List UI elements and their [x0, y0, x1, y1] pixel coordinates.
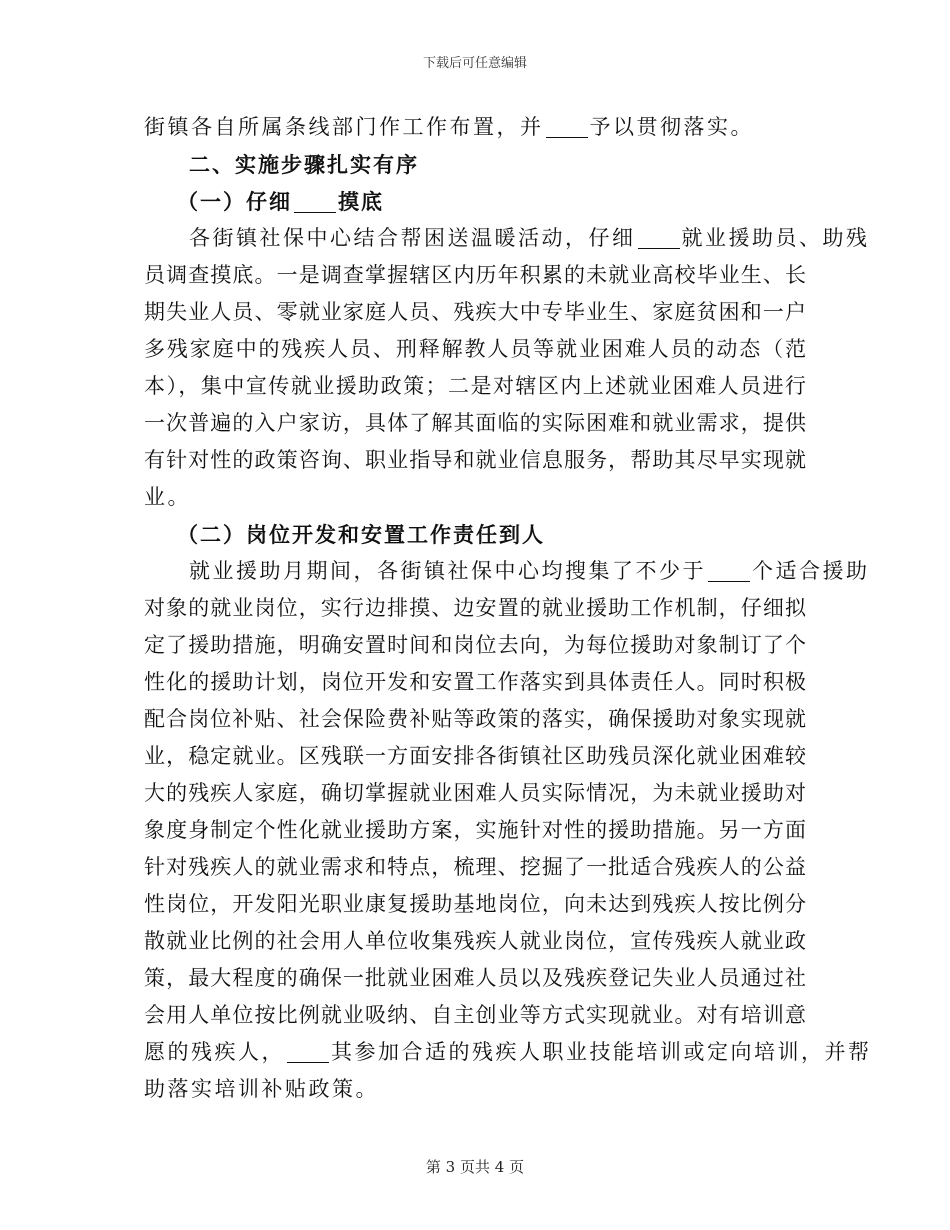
fill-blank: [546, 115, 588, 138]
paragraph-1-line: 有针对性的政策咨询、职业指导和就业信息服务，帮助其尽早实现就: [144, 448, 806, 472]
fill-blank: [638, 226, 680, 249]
paragraph-1-line: 员调查摸底。一是调查掌握辖区内历年积累的未就业高校毕业生、长: [144, 263, 806, 287]
paragraph-2-line: 性岗位，开发阳光职业康复援助基地岗位，向未达到残疾人按比例分: [144, 892, 806, 916]
section-heading: 二、实施步骤扎实有序: [189, 152, 419, 177]
paragraph-1-line: 业。: [144, 485, 191, 509]
paragraph-2-line: 愿的残疾人， 其参加合适的残疾人职业技能培训或定向培训，并帮: [144, 1040, 872, 1064]
paragraph-2-line: 定了援助措施，明确安置时间和岗位去向，为每位援助对象制订了个: [144, 633, 806, 657]
paragraph-2-line: 针对残疾人的就业需求和特点，梳理、挖掘了一批适合残疾人的公益: [144, 855, 806, 879]
page-header: 下载后可任意编辑: [422, 56, 527, 71]
text-line: 街镇各自所属条线部门作工作布置，并 予以贯彻落实。: [144, 115, 754, 139]
paragraph-2-line: 策，最大程度的确保一批就业困难人员以及残疾登记失业人员通过社: [144, 966, 806, 990]
paragraph-2-line: 业，稳定就业。区残联一方面安排各街镇社区助残员深化就业困难较: [144, 744, 806, 768]
paragraph-2-line: 性化的援助计划，岗位开发和安置工作落实到具体责任人。同时积极: [144, 670, 806, 694]
paragraph-1-line: 一次普遍的入户家访，具体了解其面临的实际困难和就业需求，提供: [144, 411, 806, 435]
paragraph-2-line: 散就业比例的社会用人单位收集残疾人就业岗位，宣传残疾人就业政: [144, 929, 806, 953]
paragraph-1-line: 多残家庭中的残疾人员、刑释解教人员等就业困难人员的动态（范: [144, 337, 806, 361]
subsection-heading-2: （二）岗位开发和安置工作责任到人: [177, 522, 545, 547]
fill-blank: [287, 1040, 329, 1063]
paragraph-1-line: 各街镇社保中心结合帮困送温暖活动，仔细 就业援助员、助残: [189, 226, 870, 250]
paragraph-1-line: 本），集中宣传就业援助政策；二是对辖区内上述就业困难人员进行: [144, 374, 806, 398]
paragraph-2-line: 大的残疾人家庭，确切掌握就业困难人员实际情况，为未就业援助对: [144, 781, 806, 805]
subsection-heading-1: （一）仔细 摸底: [177, 189, 384, 214]
paragraph-1-line: 期失业人员、零就业家庭人员、残疾大中专毕业生、家庭贫困和一户: [144, 300, 806, 324]
paragraph-2-line: 就业援助月期间，各街镇社保中心均搜集了不少于 个适合援助: [189, 559, 870, 583]
document-body: [144, 109, 872, 1108]
page-number: 第 3 页共 4 页: [425, 1158, 525, 1176]
paragraph-2-line: 配合岗位补贴、社会保险费补贴等政策的落实，确保援助对象实现就: [144, 707, 806, 731]
paragraph-2-line: 助落实培训补贴政策。: [144, 1077, 379, 1101]
paragraph-2-line: 会用人单位按比例就业吸纳、自主创业等方式实现就业。对有培训意: [144, 1003, 806, 1027]
fill-blank: [708, 559, 750, 582]
fill-blank: [294, 190, 336, 213]
paragraph-2-line: 对象的就业岗位，实行边排摸、边安置的就业援助工作机制，仔细拟: [144, 596, 806, 620]
paragraph-2-line: 象度身制定个性化就业援助方案，实施针对性的援助措施。另一方面: [144, 818, 806, 842]
